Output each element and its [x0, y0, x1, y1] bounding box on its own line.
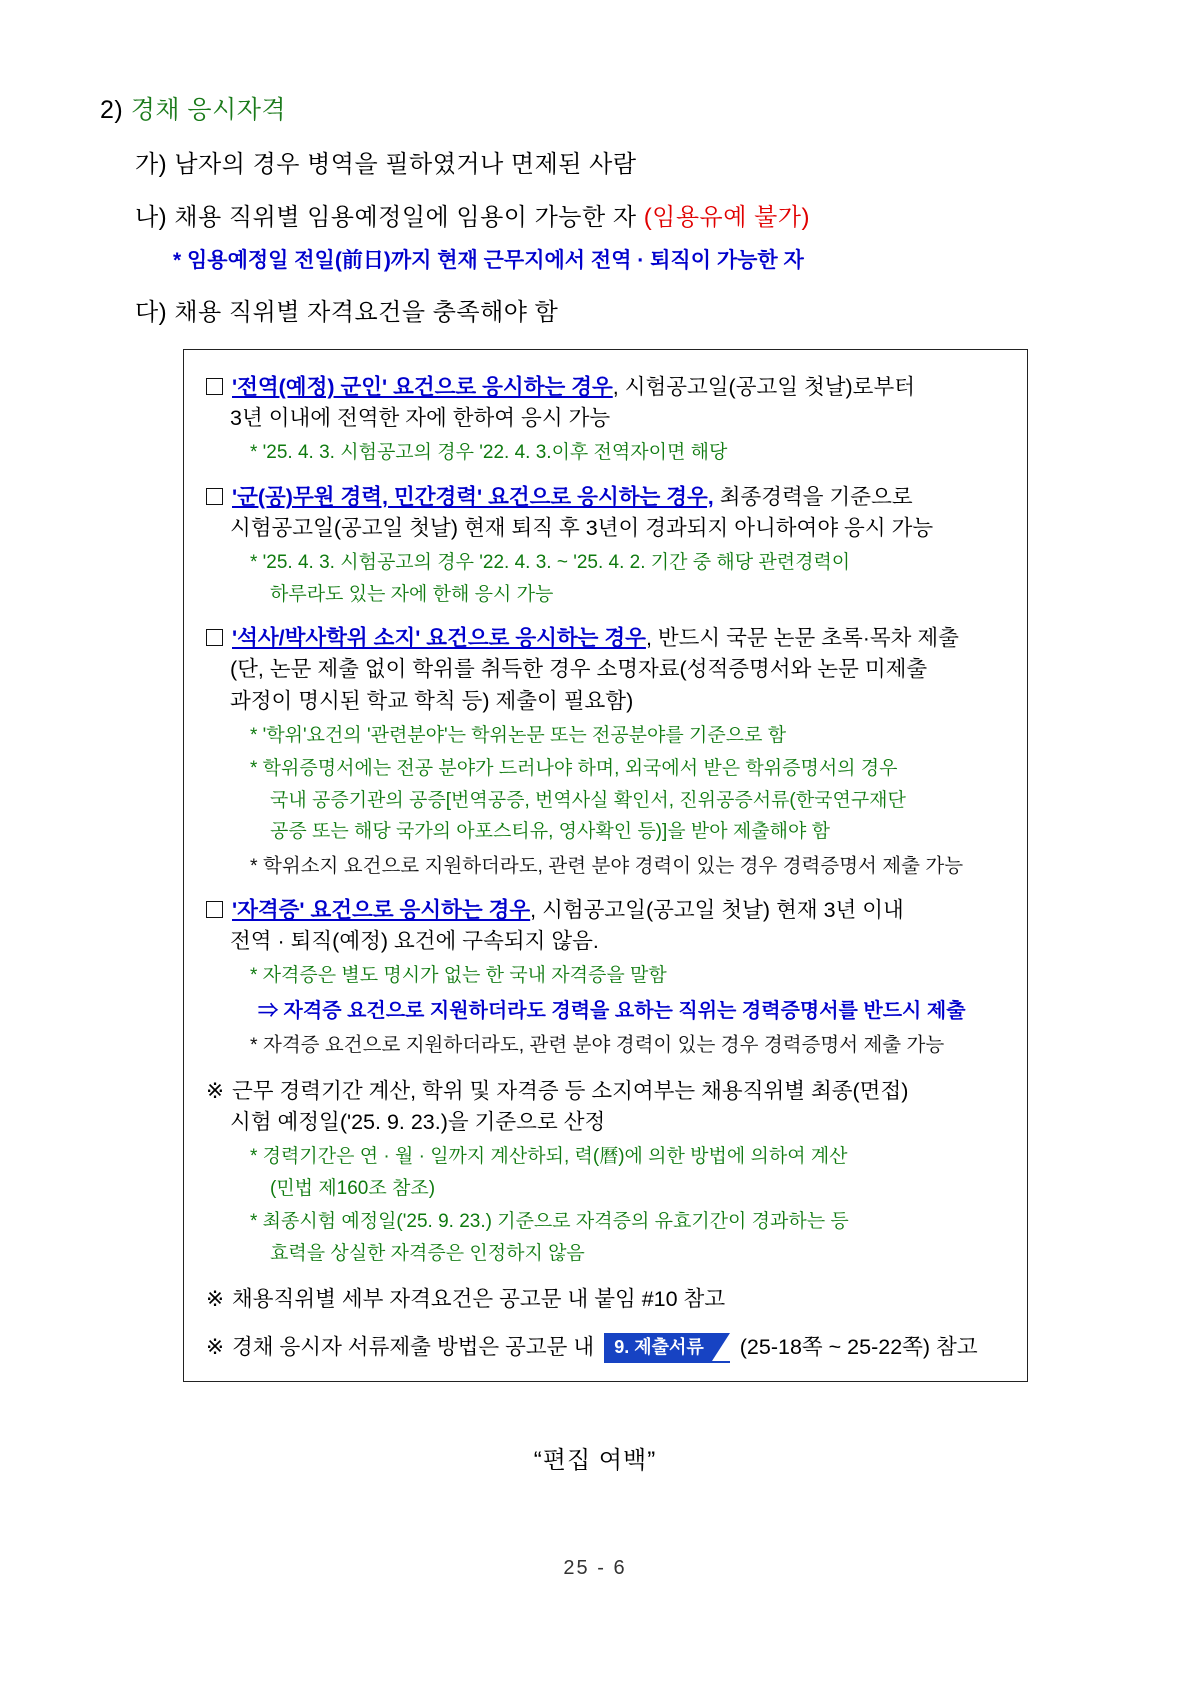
requirement-head-rest: , 반드시 국문 논문 초록·목차 제출 [645, 626, 959, 651]
page-number: 25 - 6 [563, 1556, 627, 1579]
list-item-ga-label: 가) [135, 151, 168, 178]
checkbox-icon [206, 378, 223, 395]
requirement-sub-arrow: ⇒ 자격증 요건으로 지원하더라도 경력을 요하는 직위는 경력증명서를 반드시 제출 [258, 999, 966, 1022]
requirement-body: 전역 · 퇴직(예정) 요건에 구속되지 않음. [230, 929, 599, 954]
note-sub: * 경력기간은 연 · 월 · 일까지 계산하되, 력(曆)에 의한 방법에 의하여 계산 [250, 1146, 848, 1168]
list-item-da [135, 292, 1095, 327]
list-item-na-text: 채용 직위별 임용예정일에 임용이 가능한 자 [174, 204, 637, 231]
list-item-na-label: 나) [135, 204, 168, 231]
list-item-na [135, 197, 1095, 232]
requirement-title: '자격증' 요건으로 응시하는 경우 [232, 897, 531, 922]
requirement-entry [206, 372, 1007, 468]
note-mark: ※ [206, 1079, 225, 1104]
note-mark: ※ [206, 1287, 225, 1312]
note-prefix: 경채 응시자 서류제출 방법은 공고문 내 [232, 1334, 595, 1359]
section-number: 2) [100, 96, 124, 124]
requirement-title: '석사/박사학위 소지' 요건으로 응시하는 경우 [232, 626, 646, 651]
note-with-ribbon [206, 1332, 1007, 1363]
list-item-da-text: 채용 직위별 자격요건을 충족해야 함 [174, 299, 559, 326]
note-sub: 효력을 상실한 자격증은 인정하지 않음 [270, 1242, 585, 1264]
requirement-body: (단, 논문 제출 없이 학위를 취득한 경우 소명자료(성적증명서와 논문 미제출 [230, 657, 928, 682]
requirement-sub: * '25. 4. 3. 시험공고의 경우 '22. 4. 3. ~ '25. 4. 2. 기간 중 해당 관련경력이 [250, 552, 851, 574]
list-item-na-note: (임용유예 불가) [643, 204, 810, 231]
requirement-entry [206, 895, 1007, 1060]
edit-margin-mark: “편집 여백” [533, 1446, 657, 1474]
requirement-body-2: 과정이 명시된 학교 학칙 등) 제출이 필요함) [230, 688, 634, 713]
note-head [206, 1284, 1007, 1315]
requirement-head-rest: , 시험공고일(공고일 첫날) 현재 3년 이내 [530, 897, 904, 922]
note-mark: ※ [206, 1334, 225, 1359]
requirement-sub: * 학위증명서에는 전공 분야가 드러나야 하며, 외국에서 받은 학위증명서의 경우 [250, 758, 898, 780]
requirement-body: 시험공고일(공고일 첫날) 현재 퇴직 후 3년이 경과되지 아니하여야 응시 가능 [230, 516, 934, 541]
requirement-entry-head [206, 895, 1007, 926]
requirements-box [183, 349, 1028, 1382]
note-head [206, 1076, 1007, 1107]
note-body: 시험 예정일('25. 9. 23.)을 기준으로 산정 [230, 1110, 606, 1135]
section-title: 경채 응시자격 [130, 96, 287, 124]
requirement-head-rest: 최종경력을 기준으로 [713, 484, 913, 509]
note-suffix: (25-18쪽 ~ 25-22쪽) 참고 [739, 1334, 978, 1359]
list-item-ga-text: 남자의 경우 병역을 필하였거나 면제된 사람 [174, 151, 637, 178]
requirement-sub: * '학위'요건의 '관련분야'는 학위논문 또는 전공분야를 기준으로 함 [250, 724, 787, 746]
checkbox-icon [206, 901, 223, 918]
requirement-entry-head [206, 372, 1007, 403]
requirement-title: '전역(예정) 군인' 요건으로 응시하는 경우 [232, 375, 613, 399]
requirement-entry [206, 482, 1007, 609]
requirement-entry-head [206, 623, 1007, 654]
list-item-ga [135, 144, 1095, 179]
section-heading [100, 90, 1095, 126]
requirement-sub: * '25. 4. 3. 시험공고의 경우 '22. 4. 3.이후 전역자이면 해당 [250, 442, 728, 464]
submission-docs-ribbon[interactable]: 9. 제출서류 [604, 1333, 730, 1362]
requirement-sub: 국내 공증기관의 공증[번역공증, 번역사실 확인서, 진위공증서류(한국연구재단 [270, 789, 906, 811]
requirement-body: 3년 이내에 전역한 자에 한하여 응시 가능 [230, 406, 611, 431]
requirement-entry [206, 623, 1007, 881]
blue-note: * 임용예정일 전일(前日)까지 현재 근무지에서 전역 · 퇴직이 가능한 자 [173, 249, 804, 272]
note-text: 근무 경력기간 계산, 학위 및 자격증 등 소지여부는 채용직위별 최종(면접) [232, 1079, 909, 1104]
requirement-sub: * 자격증은 별도 명시가 없는 한 국내 자격증을 말함 [250, 965, 667, 987]
checkbox-icon [206, 629, 223, 646]
list-item-da-label: 다) [135, 299, 168, 326]
requirement-title: '군(공)무원 경력, 민간경력' 요건으로 응시하는 경우, [232, 484, 714, 509]
requirement-sub: 하루라도 있는 자에 한해 응시 가능 [270, 583, 554, 605]
note-sub: * 최종시험 예정일('25. 9. 23.) 기준으로 자격증의 유효기간이 경과하는 등 [250, 1211, 849, 1233]
requirement-head-rest: , 시험공고일(공고일 첫날)로부터 [612, 375, 915, 399]
requirement-sub: * 학위소지 요건으로 지원하더라도, 관련 분야 경력이 있는 경우 경력증명서 제출 가능 [250, 854, 964, 877]
note-block [206, 1076, 1007, 1268]
requirement-sub: * 자격증 요건으로 지원하더라도, 관련 분야 경력이 있는 경우 경력증명서 제출 가능 [250, 1033, 945, 1056]
checkbox-icon [206, 488, 223, 505]
note-sub: (민법 제160조 참조) [270, 1177, 436, 1199]
note-text: 채용직위별 세부 자격요건은 공고문 내 붙임 #10 참고 [232, 1287, 726, 1312]
requirement-sub: 공증 또는 해당 국가의 아포스티유, 영사확인 등)]을 받아 제출해야 함 [270, 821, 830, 843]
requirement-entry-head [206, 482, 1007, 513]
